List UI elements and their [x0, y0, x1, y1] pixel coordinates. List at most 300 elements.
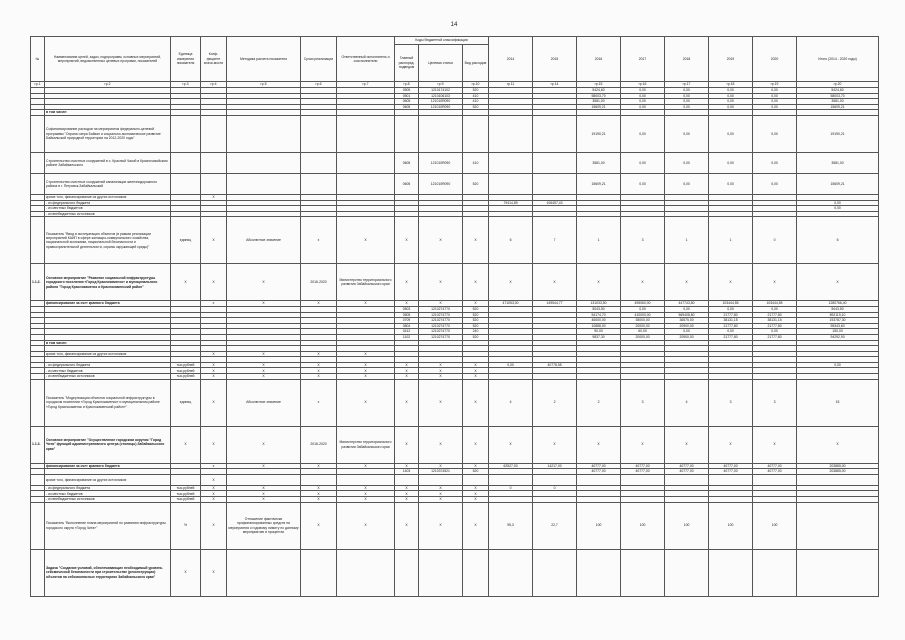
table-cell: Х — [489, 264, 533, 301]
table-cell — [753, 474, 797, 485]
table-cell: х — [201, 463, 227, 469]
table-cell: 20000,00 — [621, 323, 665, 329]
table-cell: Х — [463, 426, 489, 463]
table-cell — [533, 474, 577, 485]
table-cell: 0 — [533, 485, 577, 491]
table-cell: 62527,00 — [489, 463, 533, 469]
table-cell: 3581,00 — [797, 99, 879, 105]
table-cell: Х — [533, 426, 577, 463]
header-vr: Вид расходов — [463, 45, 489, 82]
table-cell — [419, 115, 463, 152]
table-cell: 58003,70 — [577, 93, 621, 99]
table-cell: тыс.рублей — [171, 491, 201, 497]
table-cell: 4 — [489, 379, 533, 426]
table-cell: 0,00 — [753, 173, 797, 194]
table-cell: 150,00 — [797, 329, 879, 335]
table-cell — [201, 173, 227, 194]
table-cell: 892119,10 — [797, 312, 879, 318]
table-cell: 520 — [463, 318, 489, 324]
table-cell: 0,00 — [665, 173, 709, 194]
table-cell: 40777,00 — [577, 463, 621, 469]
table-cell: 5424,60 — [797, 88, 879, 94]
table-cell: 38131,15 — [753, 318, 797, 324]
table-cell: Х — [419, 502, 463, 549]
table-cell: Министерство территориального развития Забайкальского края — [337, 264, 395, 301]
table-cell — [227, 549, 301, 596]
table-cell: 7 — [533, 217, 577, 264]
table-row — [31, 152, 879, 173]
table-cell: 100 — [577, 502, 621, 549]
table-cell: 100 — [709, 502, 753, 549]
table-cell: 21777,80 — [753, 312, 797, 318]
table-cell: Х — [463, 264, 489, 301]
table-cell: 0,00 — [753, 152, 797, 173]
table-cell: Х — [337, 368, 395, 374]
table-cell: Х — [577, 426, 621, 463]
table-cell: 410 — [463, 99, 489, 105]
table-cell: Х — [533, 264, 577, 301]
table-cell: Х — [227, 497, 301, 503]
header-2018: 2018 — [665, 37, 709, 82]
table-cell: Х — [337, 463, 395, 469]
table-cell: Х — [227, 264, 301, 301]
table-cell: 103444,55 — [753, 301, 797, 307]
table-cell — [463, 474, 489, 485]
table-cell: 1210274770 — [419, 329, 463, 335]
table-cell: 2016-2020 — [301, 264, 337, 301]
table-row — [31, 217, 879, 264]
table-cell: 40777,00 — [621, 469, 665, 475]
table-cell: Х — [395, 485, 419, 491]
table-cell: 58003,70 — [797, 93, 879, 99]
table-cell — [797, 502, 879, 549]
table-cell — [489, 173, 533, 194]
table-cell: 3 — [753, 379, 797, 426]
table-cell: 0804 — [395, 323, 419, 329]
table-cell: 203885,00 — [797, 463, 879, 469]
column-number: гр.4 — [201, 82, 227, 88]
table-cell — [533, 115, 577, 152]
table-cell: 0,00 — [621, 173, 665, 194]
table-cell: 1.1.2. — [31, 264, 45, 301]
table-cell: Х — [463, 463, 489, 469]
table-cell: Софинансирование расходов на мероприятия федерально-целевой программы "Охрана озера Байкал и социально-экономическое развитие Байкальской природной территории на 2012-2020 годы" — [45, 115, 171, 152]
table-cell: Х — [301, 301, 337, 307]
table-cell: 0,00 — [665, 104, 709, 110]
table-row — [31, 173, 879, 194]
table-cell — [665, 549, 709, 596]
table-cell: 5043,50 — [577, 306, 621, 312]
table-cell: - из внебюджетных источников — [45, 211, 171, 217]
table-cell: - из внебюджетных источников — [45, 497, 171, 503]
table-cell: Х — [337, 351, 395, 357]
table-cell: Х — [395, 217, 419, 264]
table-cell: 15609,21 — [577, 173, 621, 194]
table-cell: Х — [337, 301, 395, 307]
table-cell — [395, 115, 419, 152]
table-cell: - из федерального бюджета — [45, 485, 171, 491]
table-cell: 3 — [621, 379, 665, 426]
table-cell: - из федерального бюджета — [45, 200, 171, 206]
table-cell: Х — [201, 497, 227, 503]
table-cell: Х — [463, 217, 489, 264]
table-cell: 0412 — [395, 329, 419, 335]
table-cell: 0605 — [395, 173, 419, 194]
table-cell: 40777,00 — [665, 469, 709, 475]
table-cell: 40778,55 — [533, 362, 577, 368]
table-cell: Показатель "Выполнение плана мероприятий по развитию инфраструктуры городского округа «Город Чита»" — [45, 502, 171, 549]
table-cell: единиц — [171, 217, 201, 264]
table-cell: Х — [227, 485, 301, 491]
table-cell: 54174,70 — [577, 312, 621, 318]
table-cell — [533, 549, 577, 596]
table-cell: Х — [227, 351, 301, 357]
table-cell: Х — [201, 502, 227, 549]
budget-table — [30, 36, 879, 597]
table-cell: Х — [419, 426, 463, 463]
table-cell — [201, 152, 227, 173]
table-cell: Х — [419, 379, 463, 426]
table-cell: Х — [395, 426, 419, 463]
table-cell — [709, 549, 753, 596]
table-cell: 1210274770 — [419, 334, 463, 340]
table-cell — [577, 549, 621, 596]
table-cell: 0,00 — [489, 362, 533, 368]
table-cell: Х — [577, 264, 621, 301]
table-cell: 0,00 — [665, 99, 709, 105]
column-number: гр.15 — [577, 82, 621, 88]
table-cell: 471053,00 — [489, 301, 533, 307]
header-responsible: Ответственный исполнитель и соисполнители — [337, 37, 395, 82]
table-cell: 3581,00 — [577, 152, 621, 173]
table-cell: 20900,00 — [665, 334, 709, 340]
table-cell: 95,3 — [489, 502, 533, 549]
table-cell: Х — [201, 217, 227, 264]
table-cell: Х — [753, 264, 797, 301]
table-cell: Х — [201, 194, 227, 200]
header-coef: Коэф-фициент значи-мости — [201, 37, 227, 82]
table-cell: 1280766,40 — [797, 301, 879, 307]
table-cell: 2 — [533, 379, 577, 426]
table-cell: Х — [395, 368, 419, 374]
header-total: Итого (2014 - 2020 годы) — [797, 37, 879, 82]
table-cell: Х — [227, 463, 301, 469]
column-number: гр.10 — [463, 82, 489, 88]
table-cell: Х — [419, 217, 463, 264]
table-cell: 22,7 — [533, 502, 577, 549]
table-cell: Х — [171, 264, 201, 301]
table-cell: - из местных бюджетов — [45, 206, 171, 212]
table-cell: Х — [395, 379, 419, 426]
table-cell — [337, 173, 395, 194]
table-cell — [489, 152, 533, 173]
table-cell: 121010R090 — [419, 104, 463, 110]
table-cell: 121010R090 — [419, 99, 463, 105]
table-cell — [753, 549, 797, 596]
table-cell: 21777,80 — [753, 334, 797, 340]
table-cell: Х — [419, 374, 463, 380]
table-row — [31, 549, 879, 596]
table-cell: Х — [201, 485, 227, 491]
column-number: гр.1 — [31, 82, 45, 88]
table-cell: Х — [463, 362, 489, 368]
table-cell: Х — [489, 426, 533, 463]
table-cell: 40777,00 — [665, 463, 709, 469]
header-no: № — [31, 37, 45, 82]
header-2015: 2015 — [533, 37, 577, 82]
column-number: гр.8 — [395, 82, 419, 88]
table-cell: Х — [301, 368, 337, 374]
table-cell: Х — [395, 502, 419, 549]
header-unit: Единица измерения показателя — [171, 37, 201, 82]
table-cell — [171, 115, 201, 152]
header-rzpr: Главный распоряд. подведом — [395, 45, 419, 82]
table-cell: 1210106103 — [419, 93, 463, 99]
table-cell: 5043,50 — [797, 306, 879, 312]
table-cell: 0,00 — [709, 104, 753, 110]
table-cell: Х — [709, 426, 753, 463]
table-cell: Х — [463, 374, 489, 380]
table-cell: Х — [201, 474, 227, 485]
table-cell: - из внебюджетных источников — [45, 374, 171, 380]
table-cell: 1 — [577, 217, 621, 264]
table-cell: Х — [227, 362, 301, 368]
table-cell: Министерство территориального развития Забайкальского края — [337, 426, 395, 463]
table-cell: 40777,00 — [709, 469, 753, 475]
table-cell: 0,00 — [753, 306, 797, 312]
table-cell: 100 — [665, 502, 709, 549]
table-cell: 1.1.3. — [31, 426, 45, 463]
table-cell: Х — [301, 374, 337, 380]
column-number: гр.9 — [419, 82, 463, 88]
table-row — [31, 426, 879, 463]
table-cell: Х — [463, 379, 489, 426]
table-cell: 21777,80 — [709, 323, 753, 329]
table-cell — [301, 173, 337, 194]
table-cell: 1403 — [395, 469, 419, 475]
table-cell: 0605 — [395, 99, 419, 105]
table-cell — [337, 115, 395, 152]
table-cell: 20900,00 — [665, 323, 709, 329]
table-cell: Х — [463, 368, 489, 374]
table-cell: Х — [419, 301, 463, 307]
table-cell: Х — [227, 426, 301, 463]
table-cell: 3 — [621, 217, 665, 264]
table-cell: 40777,00 — [577, 469, 621, 475]
table-cell: 121010R090 — [419, 173, 463, 194]
table-cell: 46000,00 — [577, 318, 621, 324]
table-cell — [227, 115, 301, 152]
table-cell — [31, 173, 45, 194]
table-cell: 2 — [577, 379, 621, 426]
table-row — [31, 379, 879, 426]
table-cell — [337, 549, 395, 596]
table-cell: тыс.рублей — [171, 368, 201, 374]
table-cell: 15 — [797, 379, 879, 426]
table-cell: Х — [797, 264, 879, 301]
table-cell — [337, 474, 395, 485]
table-cell — [621, 549, 665, 596]
table-cell: 0,00 — [621, 93, 665, 99]
column-number: гр.19 — [753, 82, 797, 88]
table-cell: Х — [301, 463, 337, 469]
table-cell: 0,00 — [621, 99, 665, 105]
table-cell — [797, 474, 879, 485]
table-cell: Х — [201, 264, 227, 301]
table-cell: 0,00 — [665, 329, 709, 335]
table-cell: тыс.рублей — [171, 362, 201, 368]
table-cell: 60,00 — [621, 329, 665, 335]
table-cell: единиц — [171, 379, 201, 426]
table-cell: 100 — [753, 502, 797, 549]
table-cell: 3581,00 — [797, 152, 879, 173]
table-cell: х — [201, 301, 227, 307]
table-cell: 0605 — [395, 104, 419, 110]
table-cell: 131033,50 — [577, 301, 621, 307]
table-cell: Х — [201, 368, 227, 374]
table-cell: Х — [301, 485, 337, 491]
table-cell: 0,00 — [709, 99, 753, 105]
table-cell: 15609,21 — [577, 104, 621, 110]
column-number: гр.16 — [621, 82, 665, 88]
table-cell: 40777,00 — [753, 463, 797, 469]
table-cell: Х — [709, 264, 753, 301]
table-cell: Х — [665, 426, 709, 463]
table-cell: 0,00 — [709, 93, 753, 99]
table-cell: 520 — [463, 312, 489, 318]
table-cell: % — [171, 502, 201, 549]
table-header — [31, 37, 879, 88]
table-cell: 240 — [463, 329, 489, 335]
table-cell: кроме того, финансирование из других источников: — [45, 194, 171, 200]
table-body — [31, 88, 879, 597]
table-cell: 0,00 — [797, 362, 879, 368]
table-cell: 0,00 — [665, 152, 709, 173]
table-cell: 569408,80 — [665, 312, 709, 318]
table-cell: Х — [337, 374, 395, 380]
table-cell: 0,00 — [753, 104, 797, 110]
table-cell: Строительство очистных сооружений канализации железнодорожного района в г. Петровск-Забайкальский — [45, 173, 171, 194]
table-cell: 3 — [709, 379, 753, 426]
table-cell: 410 — [463, 93, 489, 99]
table-cell: Х — [337, 362, 395, 368]
table-cell: в том числе: — [45, 340, 171, 346]
table-cell: 0,00 — [709, 152, 753, 173]
table-cell — [621, 474, 665, 485]
table-cell: 193787,30 — [797, 318, 879, 324]
table-cell: 0605 — [395, 152, 419, 173]
table-cell: Х — [337, 497, 395, 503]
table-cell: Х — [419, 368, 463, 374]
table-cell: Х — [227, 368, 301, 374]
table-cell: 447743,80 — [665, 301, 709, 307]
table-cell: 410000,00 — [621, 312, 665, 318]
table-cell: Х — [419, 463, 463, 469]
table-cell: 90,00 — [577, 329, 621, 335]
table-cell: 38131,15 — [709, 318, 753, 324]
table-cell: 0,00 — [753, 115, 797, 152]
table-cell: 0 — [753, 217, 797, 264]
table-cell: 520 — [463, 88, 489, 94]
table-cell: 0,00 — [709, 173, 753, 194]
table-cell: 95343,60 — [797, 323, 879, 329]
table-cell: 21777,80 — [753, 323, 797, 329]
table-cell: 0,00 — [797, 206, 879, 212]
table-cell: 0,00 — [621, 104, 665, 110]
table-cell: 40777,00 — [709, 463, 753, 469]
table-cell: 40777,00 — [753, 469, 797, 475]
table-cell — [301, 152, 337, 173]
table-cell: 94292,90 — [797, 334, 879, 340]
table-cell: 6 — [489, 217, 533, 264]
table-cell: 0,00 — [621, 88, 665, 94]
table-cell: 495060,00 — [621, 301, 665, 307]
table-cell — [797, 549, 879, 596]
table-cell: 10888,00 — [577, 323, 621, 329]
table-cell: 79414,89 — [489, 200, 533, 206]
column-number: гр.18 — [709, 82, 753, 88]
table-cell: Абсолютное значение — [227, 379, 301, 426]
table-cell: 1210174102 — [419, 88, 463, 94]
table-cell: 1210374521 — [419, 469, 463, 475]
table-cell: 1210274770 — [419, 306, 463, 312]
table-cell: Х — [201, 426, 227, 463]
table-cell: Х — [419, 362, 463, 368]
table-cell: 0,00 — [797, 200, 879, 206]
header-period: Сроки реализации — [301, 37, 337, 82]
table-cell — [489, 549, 533, 596]
table-cell: х — [301, 379, 337, 426]
table-cell: 0,00 — [753, 99, 797, 105]
header-2014: 2014 — [489, 37, 533, 82]
table-cell: 410 — [463, 152, 489, 173]
table-cell: 0,00 — [753, 88, 797, 94]
table-cell: 203885,00 — [797, 469, 879, 475]
table-cell: 0,00 — [753, 329, 797, 335]
table-cell: 149544,77 — [533, 301, 577, 307]
table-cell — [301, 549, 337, 596]
table-cell — [227, 474, 301, 485]
table-cell: 15609,21 — [797, 104, 879, 110]
table-cell: 103444,55 — [709, 301, 753, 307]
table-cell: 0,00 — [709, 306, 753, 312]
table-cell: Показатель "Модернизация объектов социальной инфраструктуры в городском поселении «Город Краснокаменск» и муниципальном районе «Город Краснокаменск и Краснокаменский район»" — [45, 379, 171, 426]
table-cell — [31, 115, 45, 152]
table-cell: Х — [201, 351, 227, 357]
table-cell: 0709 — [395, 318, 419, 324]
table-cell: 520 — [463, 323, 489, 329]
table-cell: Х — [171, 426, 201, 463]
column-number: гр.6 — [301, 82, 337, 88]
table-cell — [31, 474, 45, 485]
table-row — [31, 502, 879, 549]
header-method: Методика расчета показателя — [227, 37, 301, 82]
table-cell — [31, 152, 45, 173]
table-cell: 21777,80 — [709, 334, 753, 340]
table-cell: 0,00 — [621, 306, 665, 312]
table-row — [31, 474, 879, 485]
table-cell: 520 — [463, 306, 489, 312]
column-number: гр.3 — [171, 82, 201, 88]
table-cell: Строительство очистных сооружений в с. Красный Чикой в Красночикойском районе Забайкальского — [45, 152, 171, 173]
table-cell: 0,00 — [621, 115, 665, 152]
table-cell: Х — [395, 491, 419, 497]
table-cell: Х — [337, 485, 395, 491]
table-cell: Показатель "Ввод в эксплуатацию объектов (в рамках реализации мероприятий КАИП в сфере жилищно-коммунального хозяйства, национальной экономики, национальной безопасности и правоохранительной деятельности, охраны окружающей среды)" — [45, 217, 171, 264]
table-cell: Х — [395, 264, 419, 301]
table-cell — [709, 474, 753, 485]
table-cell: Основное мероприятие "Осуществление городским округом "Город Чита" функций административного центра (столицы) Забайкальского края" — [45, 426, 171, 463]
